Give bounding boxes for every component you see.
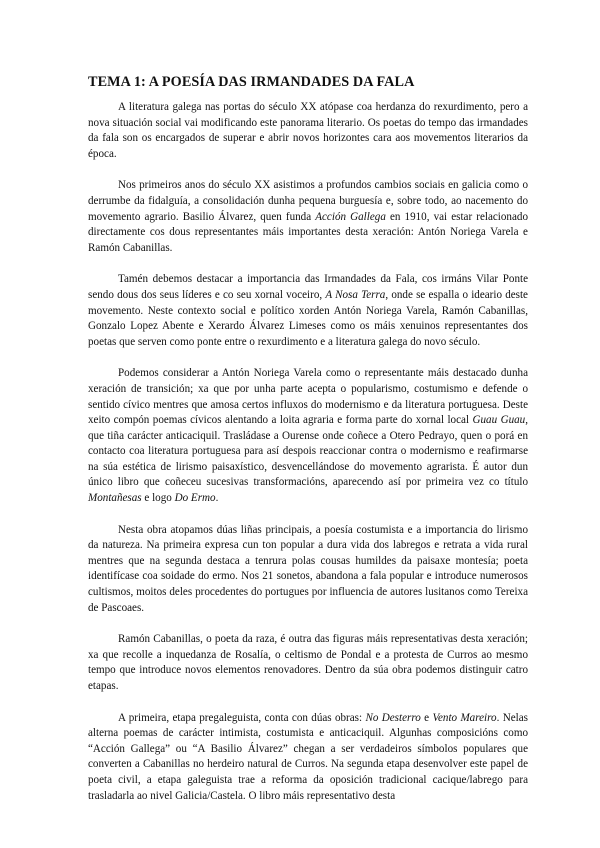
italic-title: No Desterro <box>365 711 421 724</box>
paragraph-5 <box>88 523 528 617</box>
text-run: A literatura galega nas portas do século XX atópase coa herdanza do rexurdimento, pero a nova situación social vai modificando este panorama literario. Os poetas do tempo das irmandades da fala son os encargados de superar e abrir novos horizontes cara aos movementos literarios da época. <box>88 101 528 160</box>
text-run: . Nelas alterna poemas de carácter intimista, costumista e anticaciquil. Algunhas composicións como “Acción Gallega” ou “A Basilio Álvarez” chegan a ser verdadeiros símbolos populares que converten a Cabanillas no herdeiro natural de Curros. Na segunda etapa desenvolver este papel de poeta civil, a etapa galeguista trae a reforma da oposición tradicional cacique/labrego para trasladarla ao nivel Galicia/Castela. O libro máis representativo desta <box>88 711 529 802</box>
italic-title: Vento Mareiro <box>432 711 497 724</box>
text-run: en 1910, vai estar relacionado directamente cos dous representantes máis importantes desta xeración: Antón Noriega Varela e Ramón Cabanillas. <box>88 210 528 254</box>
text-run: Tamén debemos destacar a importancia das Irmandades da Fala, cos irmáns Vilar Ponte sendo dous dos seus líderes e co seu xornal voceiro, <box>88 273 528 301</box>
paragraph-6 <box>88 632 528 694</box>
paragraph-3 <box>88 272 528 350</box>
paragraph-2 <box>88 178 528 256</box>
text-run: , onde se espalla o ideario deste movemento. Neste contexto social e político xorden Antón Noriega Varela, Ramón Cabanillas, Gonzalo Lopez Abente e Xerardo Álvarez Limeses como os máis xenuinos representantes dos poetas que serven como ponte entre o rexurdimento e a literatura galega do novo século. <box>88 288 528 348</box>
text-run: Nesta obra atopamos dúas liñas principais, a poesía costumista e a importancia do lirismo da natureza. Na primeira expresa cun ton popular a dura vida dos labregos e retrata a vida rural mentres que na segunda destaca a tenrura polas cousas humildes da paisaxe montesía; poeta identifícase coa soidade do ermo. Nos 21 sonetos, abandona a fala popular e introduce numerosos cultismos, moitos deles procedentes do portugues por influencia de autores lusitanos como Tereixa de Pascoaes. <box>88 523 528 614</box>
italic-title: Montañesas <box>88 492 142 505</box>
text-run: , que tiña carácter anticaciquil. Trasládase a Ourense onde coñece a Otero Pedrayo, quen o porá en contacto coa literatura portuguesa para así despois reaccionar contra o modernismo e reafirmarse na súa estética de lirismo paisaxístico, desvencellándose do movemento agrarista. É autor dun único libro que coñeceu sucesivas transformacións, aparecendo así por primeira vez co título <box>88 414 529 489</box>
text-run: e logo <box>141 492 175 505</box>
text-run: Nos primeiros anos do século XX asistimos a profundos cambios sociais en galicia como o derrumbe da fidalguía, a consolidación dunha pequena burguesía e, sobre todo, ao nacemento do movemento agrario. Basilio Álvarez, quen funda <box>88 179 528 223</box>
italic-title: Do Ermo <box>174 492 216 505</box>
paragraph-7 <box>88 711 528 805</box>
page-title: TEMA 1: A POESÍA DAS IRMANDADES DA FALA <box>88 74 415 90</box>
text-run: Podemos considerar a Antón Noriega Varela como o representante máis destacado dunha xeración de transición; xa que por unha parte acepta o popularismo, costumismo e defende o sentido cívico mentres que amosa certos influxos do modernismo e da literatura portuguesa. Deste xeito compón poemas cívicos alentando a loita agraria e forma parte do xornal local <box>88 367 528 427</box>
text-run: e <box>420 711 433 724</box>
paragraph-4 <box>88 366 528 506</box>
italic-title: Acción Gallega <box>315 210 386 223</box>
document-body <box>88 100 528 820</box>
text-run: A primeira, etapa pregaleguista, conta con dúas obras: <box>118 711 366 724</box>
text-run: Ramón Cabanillas, o poeta da raza, é outra das figuras máis representativas desta xeración; xa que recolle a inquedanza de Rosalía, o celtismo de Pondal e a protesta de Curros ao mesmo tempo que introduce novos elementos renovadores. Dentro da súa obra podemos distinguir catro etapas. <box>88 633 528 692</box>
italic-title: Guau Guau <box>472 414 526 427</box>
text-run: . <box>215 492 219 505</box>
italic-title: A Nosa Terra <box>325 288 386 301</box>
paragraph-1 <box>88 100 528 162</box>
